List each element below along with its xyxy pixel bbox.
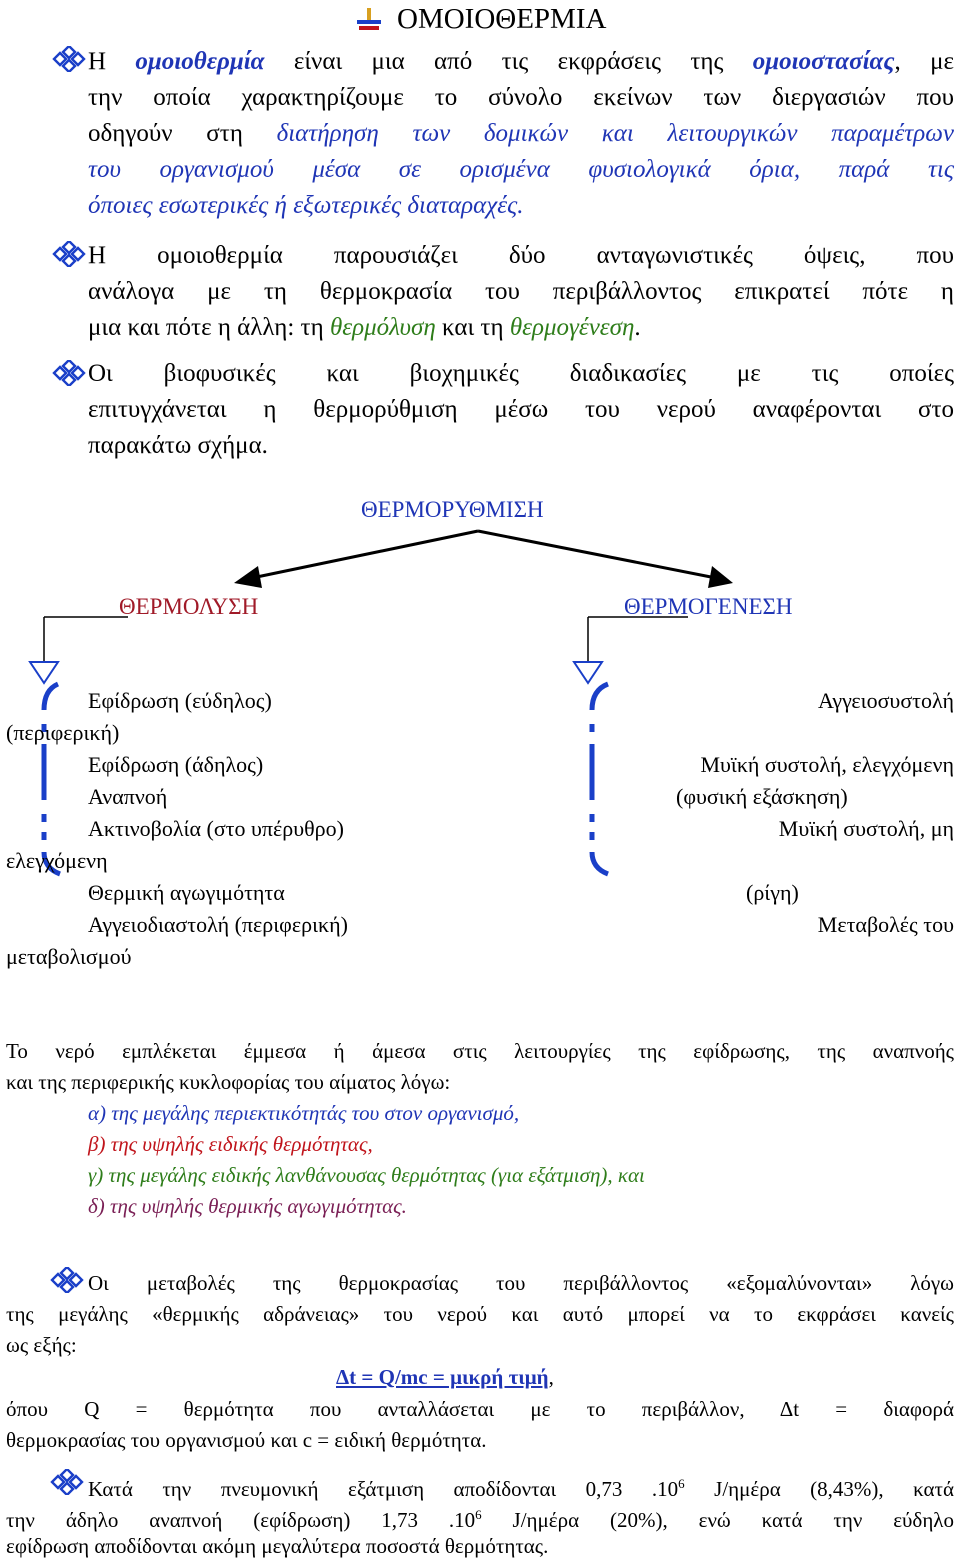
left-item: ελεγχόμενη xyxy=(6,848,108,873)
right-item: Μυϊκή συστολή, μη xyxy=(778,816,954,841)
right-item: (ρίγη) xyxy=(746,880,799,905)
page-title: ΟΜΟΙΟΘΕΡΜΙΑ xyxy=(397,3,607,35)
inertia-line3: ως εξής: xyxy=(6,1333,77,1357)
left-item: μεταβολισμού xyxy=(6,944,132,969)
left-item: Εφίδρωση (άδηλος) xyxy=(88,752,264,777)
water-line1: Το νερό εμπλέκεται έμμεσα ή άμεσα στις λειτουργίες της εφίδρωσης, της αναπνοής xyxy=(6,1039,954,1063)
diamond-bullet-icon xyxy=(50,1469,84,1495)
intro-p1-line5: όποιες εσωτερικές ή εξωτερικές διαταραχές. xyxy=(88,192,524,219)
diagram-left-title: ΘΕΡΜΟΛΥΣΗ xyxy=(119,594,259,619)
diamond-bullet-icon xyxy=(52,46,86,72)
inertia-line1: Οι μεταβολές της θερμοκρασίας του περιβάλλοντος «εξομαλύνονται» λόγω xyxy=(88,1271,954,1295)
diamond-bullet-icon xyxy=(52,360,86,386)
intro-p3-line1: Οι βιοφυσικές και βιοχημικές διαδικασίες με τις οποίες xyxy=(88,360,954,387)
inertia-line2: της μεγάλης «θερμικής αδράνειας» του νερού και αυτό μπορεί να το εκφράσει κανείς xyxy=(6,1302,954,1326)
intro-p2-line1: Η ομοιοθερμία παρουσιάζει δύο ανταγωνιστικές όψεις, που xyxy=(88,242,954,269)
water-item-b: β) της υψηλής ειδικής θερμότητας, xyxy=(88,1132,373,1156)
left-item: Αγγειοδιαστολή (περιφερική) xyxy=(88,912,348,937)
intro-p2-line2: ανάλογα με τη θερμοκρασία του περιβάλλοντος επικρατεί πότε η xyxy=(88,278,954,305)
title-marker-icon xyxy=(355,6,385,34)
diagram-root-label: ΘΕΡΜΟΡΥΘΜΙΣΗ xyxy=(361,497,544,522)
intro-p1-line4: του οργανισμού μέσα σε ορισμένα φυσιολογικά όρια, παρά τις xyxy=(88,156,954,183)
left-item: Αναπνοή xyxy=(88,784,168,809)
water-item-d: δ) της υψηλής θερμικής αγωγιμότητας. xyxy=(88,1194,407,1218)
right-item: Μεταβολές του xyxy=(817,912,954,937)
left-item: (περιφερική) xyxy=(6,720,120,745)
left-item: Θερμική αγωγιμότητα xyxy=(88,880,285,905)
intro-p3-line3: παρακάτω σχήμα. xyxy=(88,432,268,459)
inertia-line5: θερμοκρασίας του οργανισμού και c = ειδική θερμότητα. xyxy=(6,1428,487,1452)
intro-p2-line3: μια και πότε η άλλη: τη θερμόλυση και τη θερμογένεση. xyxy=(88,314,641,341)
diamond-bullet-icon xyxy=(52,241,86,267)
diagram-right-title: ΘΕΡΜΟΓΕΝΕΣΗ xyxy=(624,594,793,619)
right-item: Αγγειοσυστολή xyxy=(817,688,954,713)
water-line2: και της περιφερικής κυκλοφορίας του αίματος λόγω: xyxy=(6,1070,451,1094)
formula: Δt = Q/mc = μικρή τιμή, xyxy=(336,1365,554,1389)
right-item: (φυσική εξάσκηση) xyxy=(676,784,848,809)
inertia-line4: όπου Q = θερμότητα που ανταλλάσεται με το περιβάλλον, Δt = διαφορά xyxy=(6,1397,954,1421)
water-item-c: γ) της μεγάλης ειδικής λανθάνουσας θερμότητας (για εξάτμιση), και xyxy=(88,1163,645,1187)
breathing-line2: την άδηλο αναπνοή (εφίδρωση) 1,73 $.10^6$ J/ημέρα (20%), ενώ κατά την εύδηλο xyxy=(6,1507,954,1532)
intro-p3-line2: επιτυγχάνεται η θερμορύθμιση μέσω του νερού αναφέρονται στο xyxy=(88,396,954,423)
intro-p1-line3: οδηγούν στη διατήρηση των δομικών και λειτουργικών παραμέτρων xyxy=(88,120,954,147)
left-item: Εφίδρωση (εύδηλος) xyxy=(88,688,272,713)
left-item: Ακτινοβολία (στο υπέρυθρο) xyxy=(88,816,344,841)
breathing-line3: εφίδρωση αποδίδονται ακόμη μεγαλύτερα ποσοστά θερμότητας. xyxy=(6,1534,549,1558)
water-item-a: α) της μεγάλης περιεκτικότητάς του στον οργανισμό, xyxy=(88,1101,520,1125)
intro-p1-line2: την οποία χαρακτηρίζουμε το σύνολο εκείνων των διεργασιών που xyxy=(88,84,954,111)
right-item: Μυϊκή συστολή, ελεγχόμενη xyxy=(700,752,954,777)
intro-p1-line1: Η ομοιοθερμία είναι μια από τις εκφράσεις της ομοιοστασίας, με xyxy=(88,48,954,75)
breathing-line1: Κατά την πνευμονική εξάτμιση αποδίδονται 0,73 $.10^6$ J/ημέρα (8,43%), κατά xyxy=(88,1476,954,1501)
right-bracket-icon xyxy=(574,680,614,880)
diamond-bullet-icon xyxy=(50,1267,84,1293)
